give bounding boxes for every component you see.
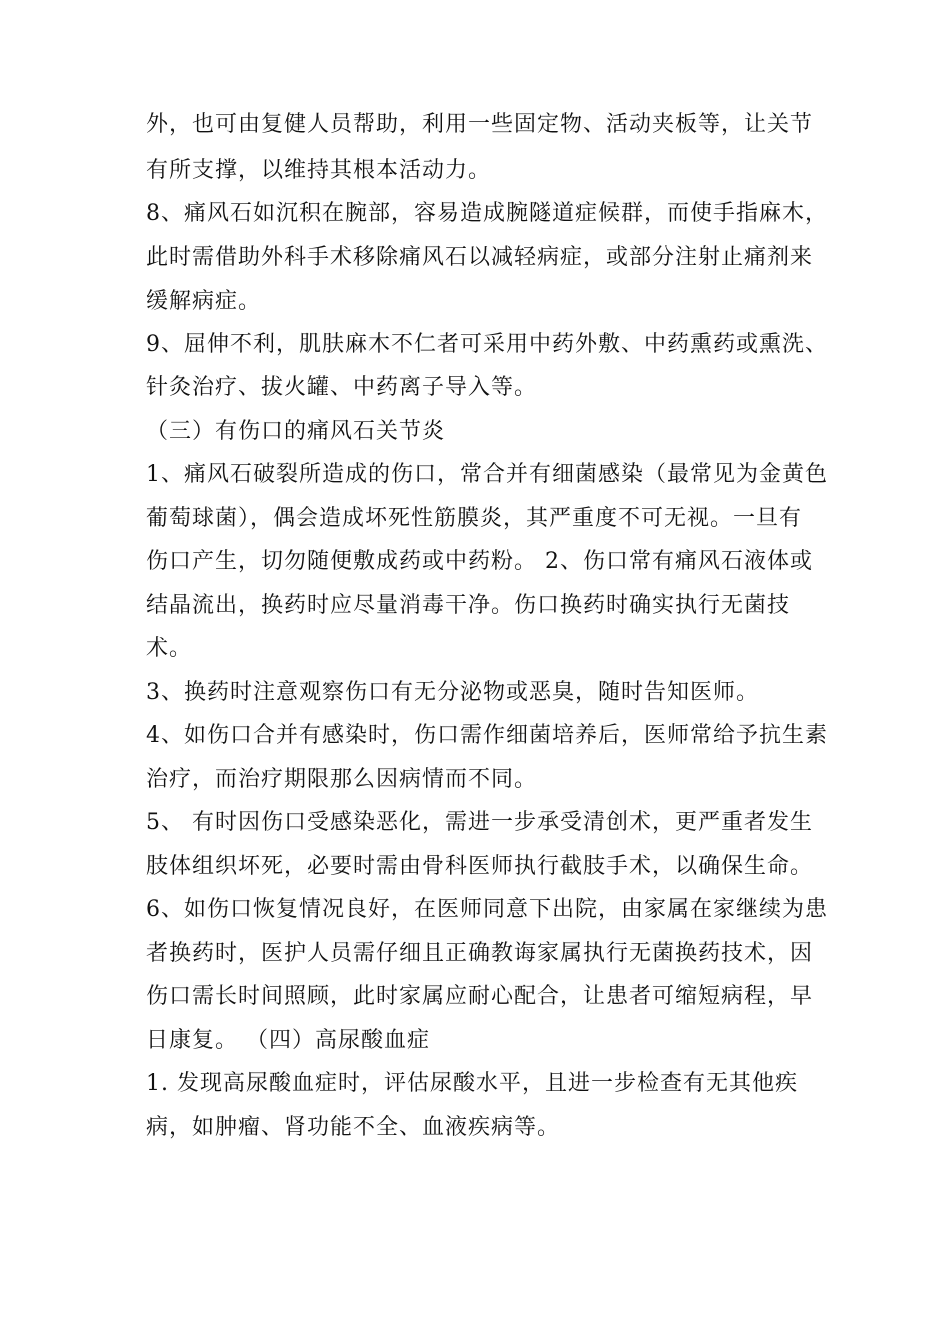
section-heading: （三）有伤口的痛风石关节炎 <box>146 419 446 444</box>
text-line: 1、痛风石破裂所造成的伤口，常合并有细菌感染（最常见为金黄色 <box>146 462 828 487</box>
text-line: 伤口产生，切勿随便敷成药或中药粉。 2、伤口常有痛风石液体或 <box>146 549 813 574</box>
text-line: 结晶流出，换药时应尽量消毒干净。伤口换药时确实执行无菌技 <box>146 593 791 618</box>
text-line: 9、屈伸不利，肌肤麻木不仁者可采用中药外敷、中药熏药或熏洗、 <box>146 332 828 357</box>
text-line: 治疗，而治疗期限那么因病情而不同。 <box>146 767 538 792</box>
text-line: 8、痛风石如沉积在腕部，容易造成腕隧道症候群，而使手指麻木， <box>146 201 828 226</box>
text-line: 外，也可由复健人员帮助，利用一些固定物、活动夹板等，让关节 <box>146 112 814 137</box>
text-line: 有所支撑，以维持其根本活动力。 <box>146 158 492 183</box>
text-line: 6、如伤口恢复情况良好，在医师同意下出院，由家属在家继续为患 <box>146 897 828 922</box>
text-line: 伤口需长时间照顾，此时家属应耐心配合，让患者可缩短病程，早 <box>146 984 814 1009</box>
text-line: 者换药时，医护人员需仔细且正确教诲家属执行无菌换药技术，因 <box>146 941 814 966</box>
text-line: 针灸治疗、拔火罐、中药离子导入等。 <box>146 375 538 400</box>
text-line: 术。 <box>146 636 193 661</box>
text-line: 1. 发现高尿酸血症时，评估尿酸水平，且进一步检查有无其他疾 <box>146 1071 798 1096</box>
text-line: 日康复。 （四）高尿酸血症 <box>146 1028 430 1053</box>
text-line: 5、 有时因伤口受感染恶化，需进一步承受清创术，更严重者发生 <box>146 810 813 835</box>
text-line: 此时需借助外科手术移除痛风石以减轻病症，或部分注射止痛剂来 <box>146 245 814 270</box>
text-line: 缓解病症。 <box>146 289 262 314</box>
text-line: 3、换药时注意观察伤口有无分泌物或恶臭，随时告知医师。 <box>146 680 759 705</box>
text-line: 葡萄球菌），偶会造成坏死性筋膜炎，其严重度不可无视。一旦有 <box>146 506 803 531</box>
text-line: 病，如肿瘤、肾功能不全、血液疾病等。 <box>146 1115 561 1140</box>
text-line: 肢体组织坏死，必要时需由骨科医师执行截肢手术，以确保生命。 <box>146 854 814 879</box>
text-line: 4、如伤口合并有感染时，伤口需作细菌培养后，医师常给予抗生素 <box>146 723 828 748</box>
